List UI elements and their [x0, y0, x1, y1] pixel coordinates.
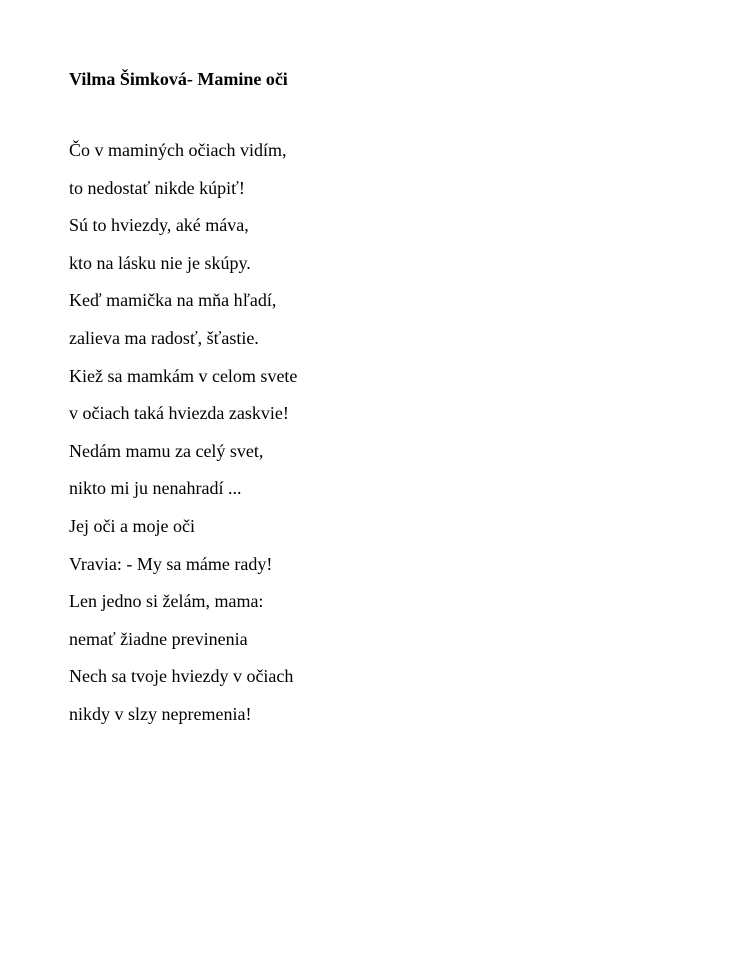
poem-line: nemať žiadne previnenia [69, 628, 248, 649]
poem-line: Čo v maminých očiach vidím, [69, 140, 287, 160]
poem-line: Nech sa tvoje hviezdy v očiach [69, 666, 294, 687]
poem-line: Len jedno si želám, mama: [69, 591, 264, 612]
poem-line: Sú to hviezdy, aké máva, [69, 215, 249, 236]
poem-line: Vravia: - My sa máme rady! [69, 553, 273, 574]
poem-line: v očiach taká hviezda zaskvie! [69, 403, 289, 424]
poem-line: Kiež sa mamkám v celom svete [69, 365, 298, 386]
poem-line: Keď mamička na mňa hľadí, [69, 290, 277, 311]
poem-line: kto na lásku nie je skúpy. [69, 252, 251, 273]
poem-line: nikto mi ju nenahradí ... [69, 478, 242, 499]
poem-line: zalieva ma radosť, šťastie. [69, 327, 259, 348]
poem-body [69, 139, 297, 741]
poem-line: to nedostať nikde kúpiť! [69, 177, 245, 198]
poem-line: Jej oči a moje oči [69, 515, 195, 536]
poem-line: nikdy v slzy nepremenia! [69, 703, 252, 724]
poem-title: Vilma Šimková- Mamine oči [69, 69, 288, 89]
poem-line: Nedám mamu za celý svet, [69, 440, 264, 461]
